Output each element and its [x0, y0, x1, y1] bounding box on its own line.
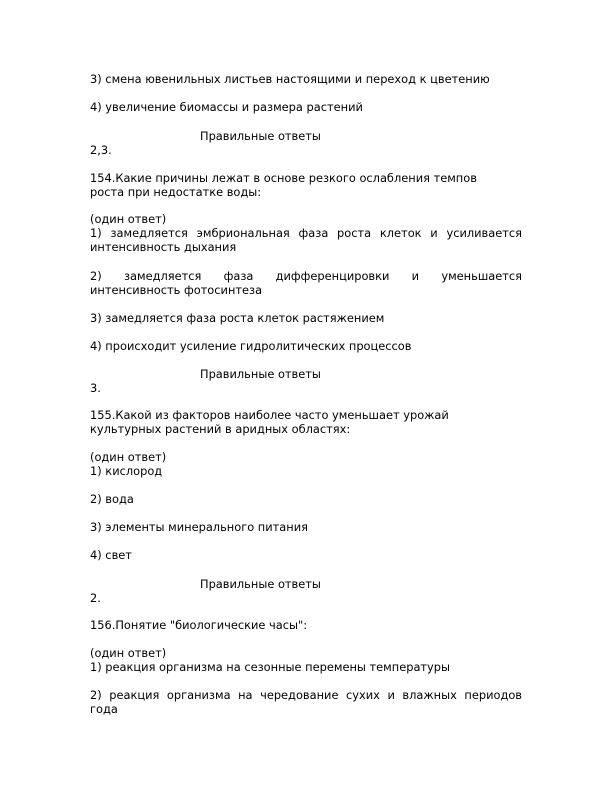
question-155-text-line-2: культурных растений в аридных областях:: [90, 422, 351, 436]
correct-answers-label: Правильные ответы: [200, 577, 321, 591]
question-154-option-2-line-1: 2) замедляется фаза дифференцировки и уменьшается: [90, 269, 522, 283]
question-155-option-2: 2) вода: [90, 492, 134, 506]
option-4-previous-question: 4) увеличение биомассы и размера растений: [90, 100, 363, 114]
question-155-text-line-1: 155.Какой из факторов наиболее часто уменьшает урожай: [90, 408, 449, 422]
option-3-previous-question: 3) смена ювенильных листьев настоящими и переход к цветению: [90, 72, 490, 86]
correct-answers-label: Правильные ответы: [200, 367, 321, 381]
question-154-option-1-line-1: 1) замедляется эмбриональная фаза роста клеток и усиливается: [90, 226, 522, 240]
question-155-option-3: 3) элементы минерального питания: [90, 520, 308, 534]
correct-answers-label: Правильные ответы: [200, 129, 321, 143]
question-154-answer-type: (один ответ): [90, 212, 167, 226]
question-156-option-2-line-1: 2) реакция организма на чередование сухих и влажных периодов: [90, 688, 522, 702]
correct-answers-value: 3.: [90, 381, 101, 395]
question-155-option-1: 1) кислород: [90, 464, 163, 478]
question-156-option-1: 1) реакция организма на сезонные перемены температуры: [90, 660, 451, 674]
question-154-text-line-1: 154.Какие причины лежат в основе резкого ослабления темпов: [90, 171, 477, 185]
question-155-option-4: 4) свет: [90, 548, 132, 562]
question-156-answer-type: (один ответ): [90, 646, 167, 660]
question-156-text: 156.Понятие "биологические часы":: [90, 618, 308, 632]
correct-answers-value: 2.: [90, 591, 101, 605]
question-154-option-3: 3) замедляется фаза роста клеток растяжением: [90, 311, 385, 325]
question-155-answer-type: (один ответ): [90, 450, 167, 464]
question-154-option-2-line-2: интенсивность фотосинтеза: [90, 283, 263, 297]
question-154-text-line-2: роста при недостатке воды:: [90, 185, 262, 199]
correct-answers-value: 2,3.: [90, 143, 112, 157]
question-154-option-4: 4) происходит усиление гидролитических процессов: [90, 339, 412, 353]
question-154-option-1-line-2: интенсивность дыхания: [90, 240, 237, 254]
question-156-option-2-line-2: года: [90, 702, 118, 716]
